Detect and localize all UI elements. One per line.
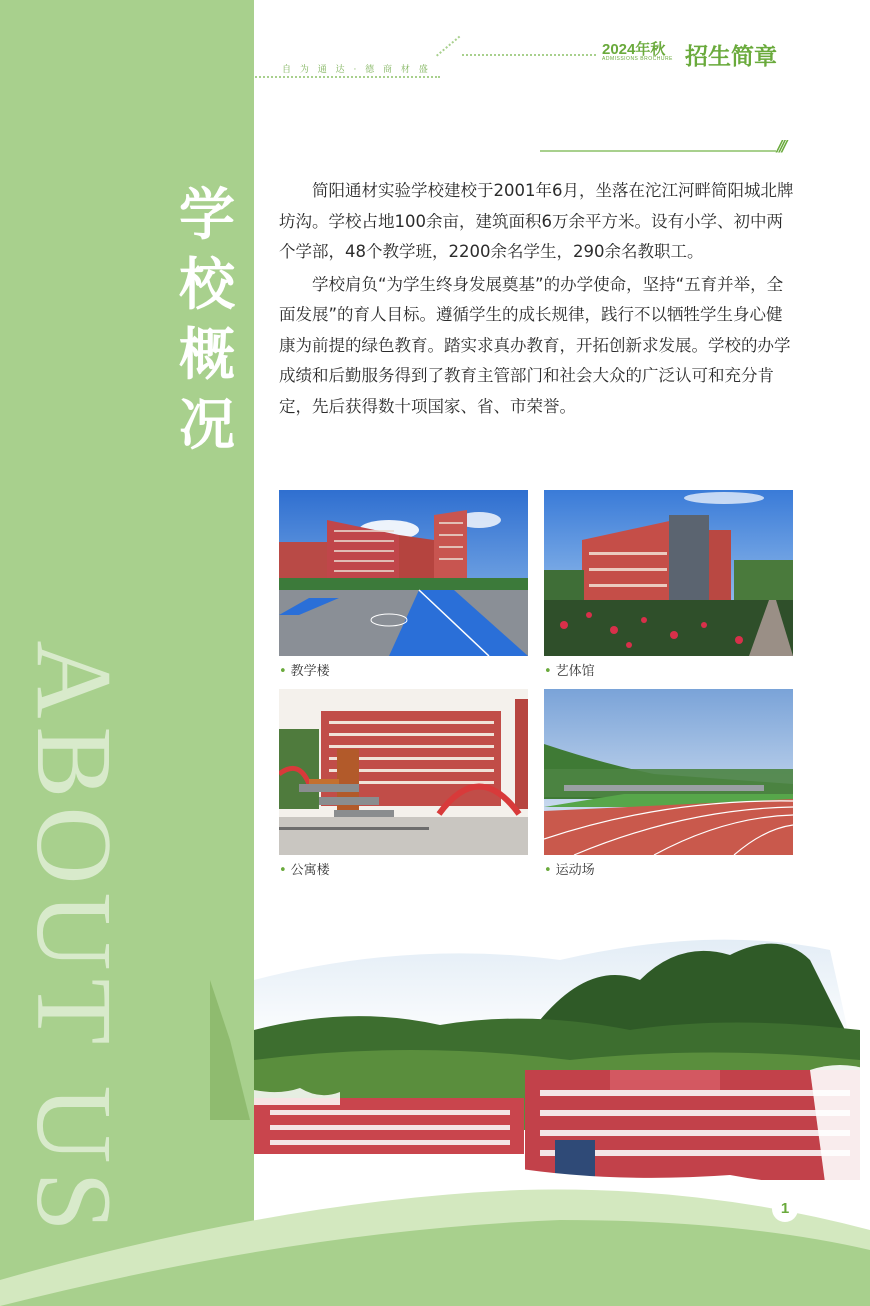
brochure-subtitle-en: ADMISSIONS BROCHURE [602, 56, 673, 62]
photo-sports-field [544, 689, 793, 855]
photo-caption: • 公寓楼 [279, 863, 330, 878]
photo-dormitory [279, 689, 528, 855]
intro-paragraph: 学校肩负“为学生终身发展奠基”的办学使命，坚持“五育并举，全面发展”的育人目标。遵循学生的成长规律，践行不以牺牲学生身心健康为前提的绿色教育。踏实求真办教育，开拓创新求发展。学校的办学成绩和后勤服务得到了教育主管部门和社会大众的广泛认可和充分肯定，先后获得数十项国家、省、市荣誉。 [279, 274, 791, 416]
section-title-char: 学 [179, 182, 235, 248]
section-title [172, 180, 242, 460]
about-us-watermark: ABOUT US [14, 640, 133, 1240]
section-title-char: 概 [179, 322, 235, 388]
photo-teaching-building [279, 490, 528, 656]
intro-paragraph: 简阳通材实验学校建校于2001年6月，坐落在沱江河畔简阳城北牌坊沟。学校占地100余亩，建筑面积6万余平方米。设有小学、初中两个学部，48个教学班，2200余名学生，290余名教职工。 [279, 181, 794, 261]
photo-caption: • 运动场 [544, 863, 595, 878]
section-title-char: 校 [179, 252, 235, 318]
slash-decoration-icon: /// [777, 137, 785, 155]
header-dotted-slash [436, 36, 460, 57]
photo-arts-sports-hall [544, 490, 793, 656]
brochure-title: 招生简章 [685, 43, 777, 69]
school-motto: 自 为 通 达 · 德 商 材 盛 [282, 65, 431, 75]
section-rule [540, 150, 776, 152]
header-dotted-line-right [462, 54, 596, 56]
photo-caption: • 教学楼 [279, 664, 330, 679]
bottom-wave-decoration [0, 1140, 870, 1306]
section-title-char: 况 [179, 392, 235, 458]
brochure-year: 2024年秋 [602, 41, 666, 58]
school-introduction [279, 176, 799, 424]
photo-caption: • 艺体馆 [544, 664, 595, 679]
header-dotted-line [0, 76, 440, 78]
page-number: 1 [772, 1196, 798, 1222]
